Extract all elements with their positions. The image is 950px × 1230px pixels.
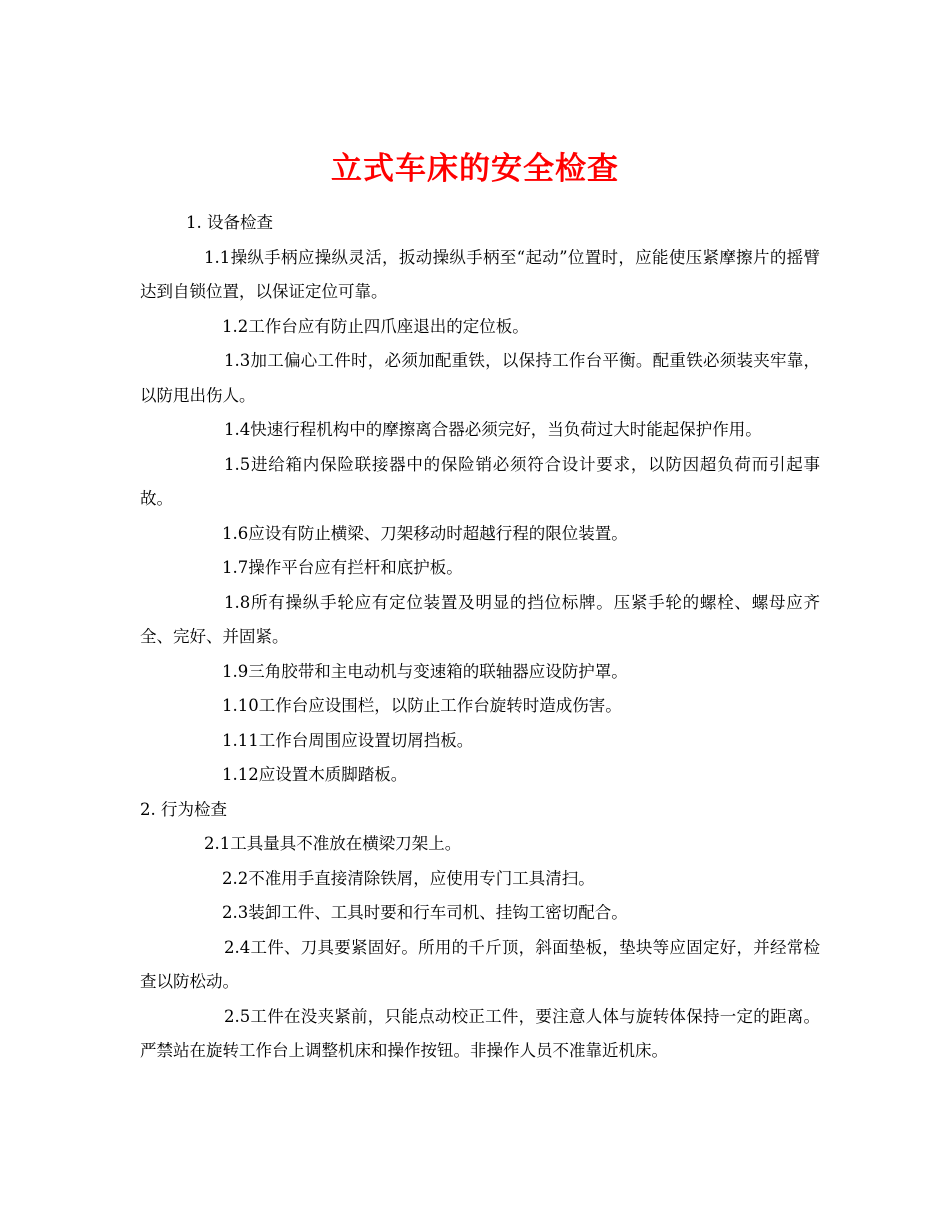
list-item: 1.1操纵手柄应操纵灵活，扳动操纵手柄至“起动”位置时，应能使压紧摩擦片的摇臂达到自锁位置，以保证定位可靠。 (140, 247, 820, 301)
list-item: 2.3装卸工件、工具时要和行车司机、挂钩工密切配合。 (222, 903, 628, 922)
list-item: 1.2工作台应有防止四爪座退出的定位板。 (222, 316, 529, 336)
list-item: 1.11工作台周围应设置切屑挡板。 (222, 730, 474, 750)
list-item: 1.7操作平台应有拦杆和底护板。 (222, 558, 463, 577)
list-item: 1.6应设有防止横梁、刀架移动时超越行程的限位装置。 (222, 523, 628, 543)
list-item: 1.9三角胶带和主电动机与变速箱的联轴器应设防护罩。 (222, 661, 628, 681)
document-title: 立式车床的安全检查 (331, 150, 619, 187)
list-item: 1.10工作台应设围栏，以防止工作台旋转时造成伤害。 (222, 696, 622, 715)
list-item: 1.4快速行程机构中的摩擦离合器必须完好，当负荷过大时能起保护作用。 (224, 420, 762, 439)
list-item: 1.5进给箱内保险联接器中的保险销必须符合设计要求，以防因超负荷而引起事故。 (140, 454, 820, 508)
section-heading: 2. 行为检查 (140, 799, 227, 819)
list-item: 1.3加工偏心工件时，必须加配重铁，以保持工作台平衡。配重铁必须装夹牢靠，以防甩出伤人。 (140, 351, 820, 405)
list-item: 2.1工具量具不准放在横梁刀架上。 (204, 834, 462, 853)
list-item: 2.5工件在没夹紧前，只能点动校正工件，要注意人体与旋转体保持一定的距离。严禁站在旋转工作台上调整机床和操作按钮。非操作人员不准靠近机床。 (140, 1006, 820, 1060)
section-heading: 1. 设备检查 (186, 213, 273, 232)
list-item: 2.2不准用手直接清除铁屑，应使用专门工具清扫。 (222, 868, 595, 888)
list-item: 1.12应设置木质脚踏板。 (222, 765, 408, 784)
list-item: 1.8所有操纵手轮应有定位装置及明显的挡位标牌。压紧手轮的螺栓、螺母应齐全、完好、并固紧。 (140, 592, 820, 646)
document-body (140, 206, 820, 1069)
list-item: 2.4工件、刀具要紧固好。所用的千斤顶，斜面垫板，垫块等应固定好，并经常检查以防松动。 (140, 937, 820, 991)
